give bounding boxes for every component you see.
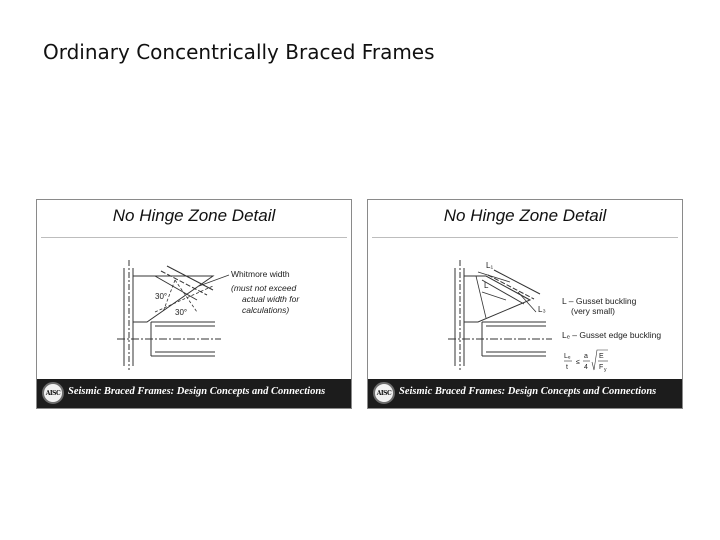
footer-text: Seismic Braced Frames: Design Concepts and Connections — [68, 386, 326, 397]
page-title: Ordinary Concentrically Braced Frames — [43, 40, 435, 64]
footer-text: Seismic Braced Frames: Design Concepts and Connections — [399, 386, 657, 397]
column — [455, 260, 464, 370]
formula-t: t — [566, 364, 568, 371]
formula-a: a — [584, 353, 588, 360]
note-line: (must not exceed — [231, 283, 297, 293]
legend-gusset-sub: (very small) — [571, 306, 615, 316]
gusset-diagram — [368, 200, 683, 409]
slide-footer — [37, 379, 351, 408]
legend-edge: Lₑ – Gusset edge buckling — [562, 330, 662, 340]
aisc-logo: AISC — [373, 382, 395, 404]
column — [124, 260, 133, 370]
leader-line — [199, 275, 229, 286]
gusset-plate — [133, 276, 213, 322]
dim-label: L — [484, 281, 489, 290]
slide-footer — [368, 379, 682, 408]
formula-Fy: F — [599, 364, 604, 371]
whitmore-label: Whitmore width — [231, 269, 290, 279]
formula-lhs: Lₑ — [564, 353, 571, 360]
angle-label: 30° — [175, 308, 188, 317]
dim-label: L₃ — [538, 305, 546, 314]
legend-gusset: L – Gusset buckling — [562, 296, 637, 306]
note-line: actual width for — [242, 294, 300, 304]
formula-y: y — [604, 367, 607, 373]
slide-whitmore — [36, 199, 352, 409]
formula-E: E — [599, 353, 604, 360]
aisc-logo: AISC — [42, 382, 64, 404]
gusset-plate — [464, 276, 530, 322]
formula-4: 4 — [584, 364, 588, 371]
slide-gusset-buckling — [367, 199, 683, 409]
formula-le: ≤ — [576, 359, 580, 366]
dim-label: L₁ — [486, 261, 494, 270]
whitmore-diagram — [37, 200, 352, 409]
buckling-formula — [564, 350, 608, 373]
angle-label: 30° — [155, 292, 168, 301]
note-line: calculations) — [242, 305, 290, 315]
slide-title: No Hinge Zone Detail — [443, 206, 607, 225]
slide-title: No Hinge Zone Detail — [112, 206, 276, 225]
brace — [482, 270, 540, 304]
